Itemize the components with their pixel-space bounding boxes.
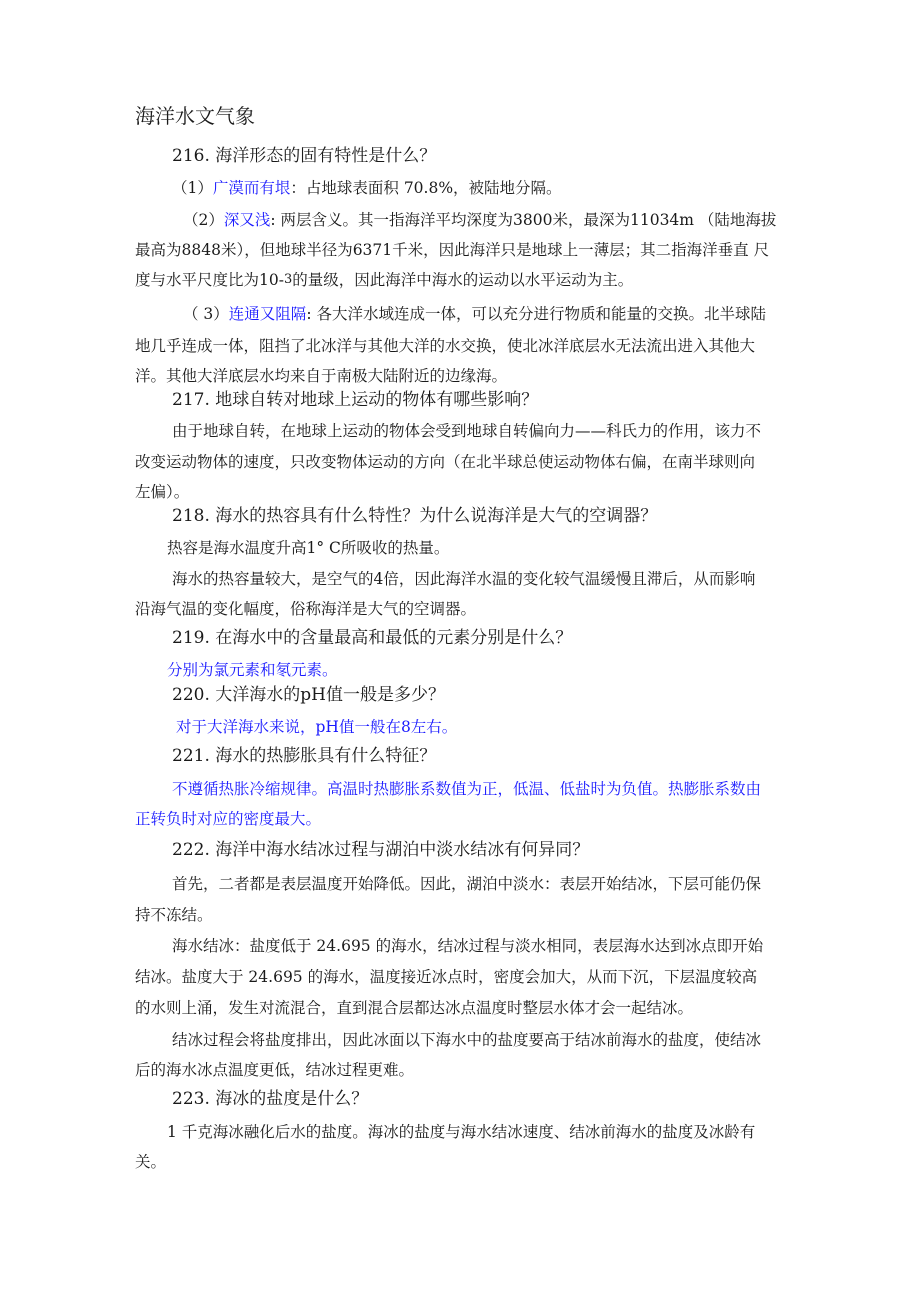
q216-p3-prefix: （ 3） [183, 305, 229, 323]
question-220: 220. 大洋海水的pH值一般是多少？ [172, 685, 445, 705]
q217-answer-line-1: 由于地球自转，在地球上运动的物体会受到地球自转偏向力——科氏力的作用，该力不 [172, 422, 762, 440]
q222-para-1-line-2: 持不冻结。 [135, 906, 213, 924]
q221-answer-line-2: 正转负时对应的密度最大。 [135, 810, 322, 828]
q216-point-2-line-2: 最高为8848米），但地球半径为6371千米，因此海洋只是地球上一薄层；其二指海洋垂直 尺 [135, 241, 770, 259]
question-223: 223. 海冰的盐度是什么？ [172, 1089, 369, 1109]
q216-p1-prefix: （1） [172, 179, 213, 197]
q220-answer: 对于大洋海水来说，pH值一般在8左右。 [176, 718, 458, 736]
q222-para-3-line-1: 结冰过程会将盐度排出，因此冰面以下海水中的盐度要高于结冰前海水的盐度，使结冰 [172, 1031, 762, 1049]
q223-answer-line-2: 关。 [135, 1153, 167, 1171]
q216-p1-term: 广漠而有垠 [212, 179, 291, 197]
q216-point-3-line-1 [183, 304, 766, 324]
question-222: 222. 海洋中海水结冰过程与湖泊中淡水结冰有何异同？ [172, 840, 590, 860]
q216-p3-term: 连通又阻隔 [228, 305, 307, 323]
question-216: 216. 海洋形态的固有特性是什么？ [172, 146, 437, 166]
q216-p2-ratio: 度与水平尺度比为10- [135, 271, 284, 289]
q216-p2-text: : 两层含义。其一指海洋平均深度为3800米，最深为11034m （陆地海拔 [270, 211, 777, 229]
q216-p2-tail: 的量级，因此海洋中海水的运动以水平运动为主。 [292, 271, 634, 289]
q218-answer-line-2: 海水的热容量较大，是空气的4倍，因此海洋水温的变化较气温缓慢且滞后，从而影响 [172, 570, 756, 588]
q216-p3-text: : 各大洋水域连成一体，可以充分进行物质和能量的交换。北半球陆 [306, 305, 766, 323]
q216-point-1 [172, 178, 562, 198]
q222-para-1-line-1: 首先，二者都是表层温度开始降低。因此，湖泊中淡水：表层开始结冰，下层可能仍保 [172, 875, 762, 893]
q218-answer-line-3: 沿海气温的变化幅度，俗称海洋是大气的空调器。 [135, 600, 477, 618]
q216-point-3-line-3: 洋。其他大洋底层水均来自于南极大陆附近的边缘海。 [135, 367, 508, 385]
q222-para-3-line-2: 后的海水冰点温度更低，结冰过程更难。 [135, 1061, 415, 1079]
question-218: 218. 海水的热容具有什么特性？为什么说海洋是大气的空调器？ [172, 506, 658, 526]
q217-answer-line-2: 改变运动物体的速度，只改变物体运动的方向（在北半球总使运动物体右偏，在南半球则向 [135, 453, 756, 471]
question-217: 217. 地球自转对地球上运动的物体有哪些影响？ [172, 390, 539, 410]
q222-para-2-line-2: 结冰。盐度大于 24.695 的海水，温度接近冰点时，密度会加大，从而下沉，下层温度较高 [135, 968, 758, 986]
question-221: 221. 海水的热膨胀具有什么特征？ [172, 746, 437, 766]
q216-p2-exponent: 3 [283, 272, 293, 287]
q216-point-2-line-1 [183, 210, 776, 230]
q218-answer-line-1: 热容是海水温度升高1° C所吸收的热量。 [167, 539, 450, 557]
q216-p2-term: 深又浅 [223, 211, 271, 229]
q217-answer-line-3: 左偏）。 [135, 483, 190, 501]
q216-p1-text: ：占地球表面积 70.8%，被陆地分隔。 [290, 179, 562, 197]
q216-p2-prefix: （2） [183, 211, 224, 229]
q222-para-2-line-1: 海水结冰：盐度低于 24.695 的海水，结冰过程与淡水相同，表层海水达到冰点即开始 [172, 937, 764, 955]
q216-point-2-line-3 [135, 270, 633, 292]
q221-answer-line-1: 不遵循热胀冷缩规律。高温时热膨胀系数值为正，低温、低盐时为负值。热膨胀系数由 [172, 780, 762, 798]
q222-para-2-line-3: 的水则上涌，发生对流混合，直到混合层都达冰点温度时整层水体才会一起结冰。 [135, 999, 694, 1017]
question-219: 219. 在海水中的含量最高和最低的元素分别是什么？ [172, 628, 573, 648]
q216-point-3-line-2: 地几乎连成一体，阻挡了北冰洋与其他大洋的水交换，使北冰洋底层水无法流出进入其他大 [135, 337, 756, 355]
q219-answer: 分别为氯元素和氡元素。 [167, 661, 338, 679]
q223-answer-line-1: 1 千克海冰融化后水的盐度。海冰的盐度与海水结冰速度、结冰前海水的盐度及冰龄有 [167, 1123, 756, 1141]
page-title: 海洋水文气象 [135, 104, 255, 128]
